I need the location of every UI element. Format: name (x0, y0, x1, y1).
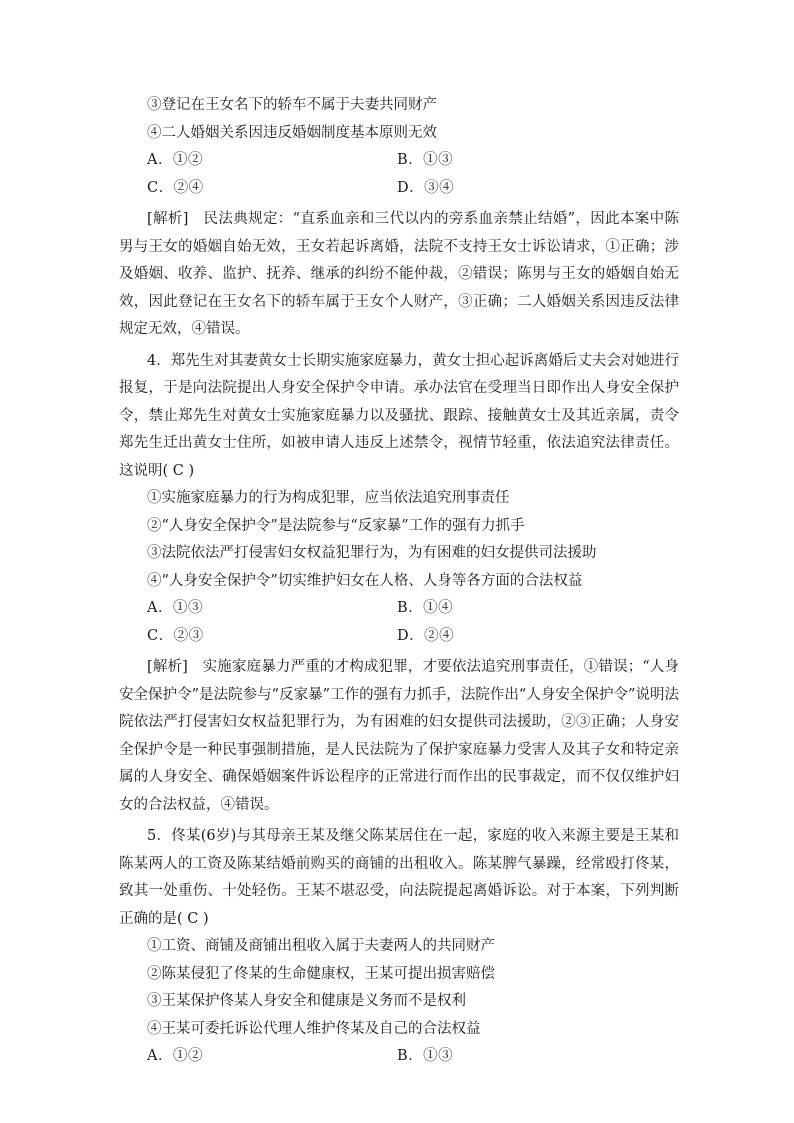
choice-row (119, 595, 679, 623)
choice-row (119, 623, 679, 651)
choice-c: C．②④ (147, 179, 204, 196)
option-1: ①工资、商铺及商铺出租收入属于夫妻两人的共同财产 (147, 938, 495, 954)
choice-row (119, 147, 679, 175)
choice-b: B．①③ (397, 1048, 454, 1064)
choice-a: A．①② (147, 152, 203, 168)
choice-d: D．②④ (397, 627, 455, 644)
question-4-stem: 4．郑先生对其妻黄女士长期实施家庭暴力，黄女士担心起诉离婚后丈夫会对她进行报复，于是向法院提出人身安全保护令申请。承办法官在受理当日即作出人身安全保护令，禁止郑先生对黄女士实施家庭暴力以及骚扰、跟踪、接触黄女士及其近亲属，责令郑先生迁出黄女士住所，如被申请人违反上述禁令，视情节轻重，依法追究法律责任。这说明( C ) (119, 352, 679, 479)
option-2: ②陈某侵犯了佟某的生命健康权，王某可提出损害赔偿 (147, 965, 495, 982)
analysis-paragraph: [解析] 民法典规定：“直系血亲和三代以内的旁系血亲禁止结婚”，因此本案中陈男与王女的婚姻自始无效，王女若起诉离婚，法院不支持王女士诉讼请求，①正确；涉及婚姻、收养、监护、抚养、继承的纠纷不能仲裁，②错误；陈男与王女的婚姻自始无效，因此登记在王女名下的轿车属于王女个人财产，③正确；二人婚姻关系因违反法律规定无效，④错误。 (119, 211, 679, 337)
choice-c: C．②③ (147, 627, 204, 644)
choice-row (119, 1043, 679, 1071)
choice-a: A．①③ (147, 600, 203, 616)
option-3: ③登记在王女名下的轿车不属于夫妻共同财产 (147, 97, 437, 113)
document-page (119, 92, 679, 1071)
option-4: ④王某可委托诉讼代理人维护佟某及自己的合法权益 (147, 1020, 481, 1037)
option-3: ③法院依法严打侵害妇女权益犯罪行为，为有困难的妇女提供司法援助 (147, 545, 597, 561)
question-5-stem: 5．佟某(6岁)与其母亲王某及继父陈某居住在一起，家庭的收入来源主要是王某和陈某两人的工资及陈某结婚前购买的商铺的出租收入。陈某脾气暴躁，经常殴打佟某，致其一处重伤、十处轻伤。王某不堪忍受，向法院提起离婚诉讼。对于本案，下列判断正确的是( C ) (119, 828, 679, 927)
choice-b: B．①④ (397, 600, 454, 616)
choice-a: A．①② (147, 1048, 203, 1064)
option-2: ②“人身安全保护令”是法院参与“反家暴”工作的强有力抓手 (147, 517, 525, 534)
option-3: ③王某保护佟某人身安全和健康是义务而不是权利 (147, 993, 466, 1009)
choice-row (119, 175, 679, 203)
choice-b: B．①③ (397, 152, 454, 168)
option-4: ④“人身安全保护令”切实维护妇女在人格、人身等各方面的合法权益 (147, 572, 583, 589)
analysis-paragraph: [解析] 实施家庭暴力严重的才构成犯罪，才要依法追究刑事责任，①错误；“人身安全保护令”是法院参与“反家暴”工作的强有力抓手，法院作出“人身安全保护令”说明法院依法严打侵害妇女权益犯罪行为，为有困难的妇女提供司法援助，②③正确；人身安全保护令是一种民事强制措施，是人民法院为了保护家庭暴力受害人及其子女和特定亲属的人身安全、确保婚姻案件诉讼程序的正常进行而作出的民事裁定，而不仅仅维护妇女的合法权益，④错误。 (119, 659, 679, 813)
option-4: ④二人婚姻关系因违反婚姻制度基本原则无效 (147, 124, 437, 141)
choice-d: D．③④ (397, 179, 455, 196)
option-1: ①实施家庭暴力的行为构成犯罪，应当依法追究刑事责任 (147, 490, 510, 506)
